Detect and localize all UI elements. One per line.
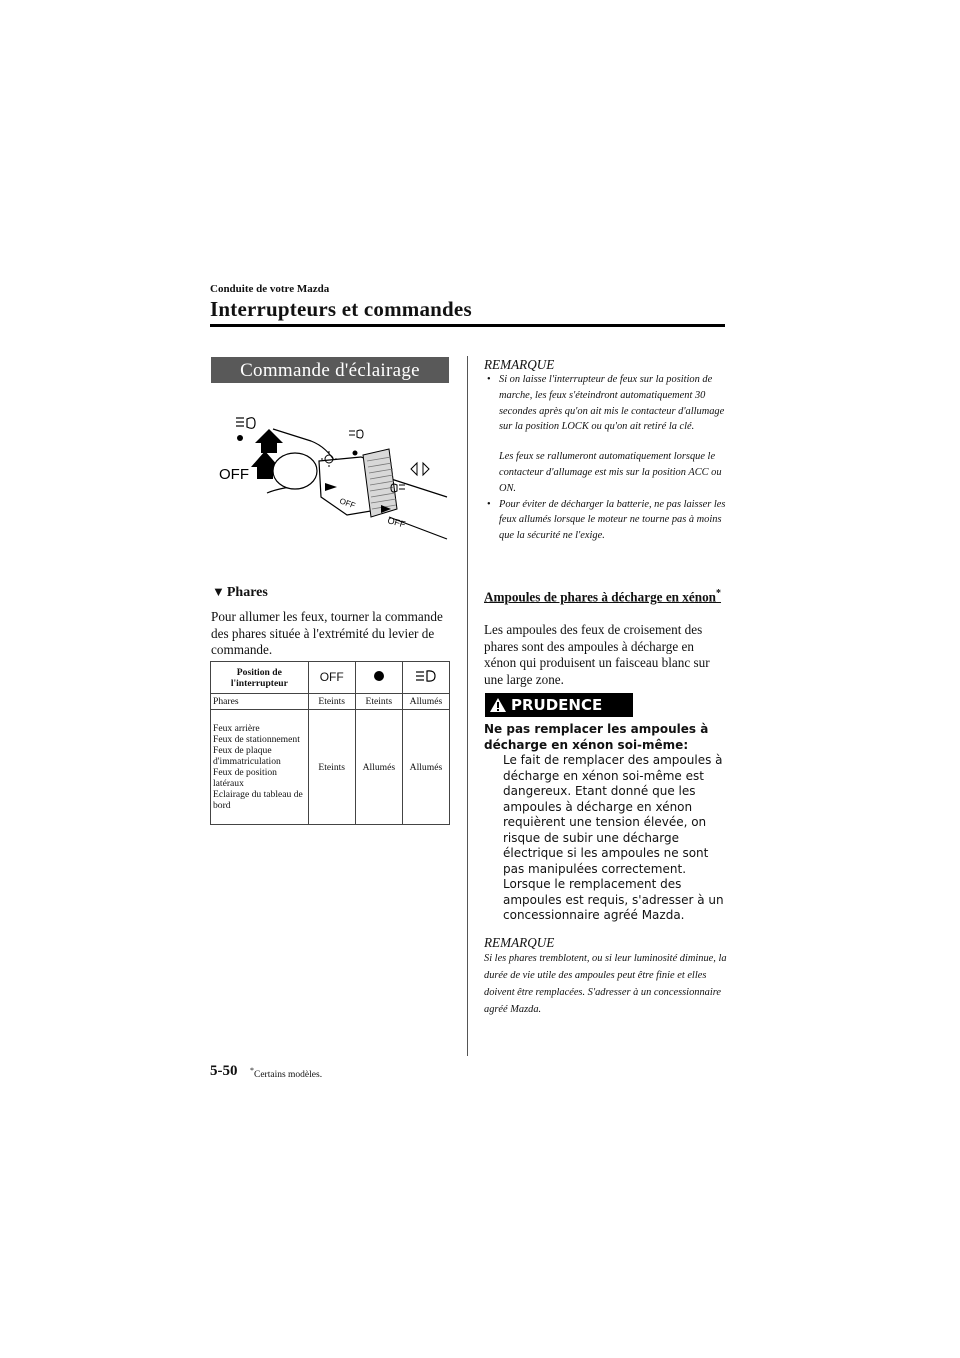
warning-icon bbox=[485, 693, 511, 717]
parking-light-icon bbox=[373, 670, 385, 682]
cell: Allumés bbox=[355, 710, 402, 825]
warning-body: Le fait de remplacer des ampoules à décharge en xénon soi-même est dangereux. Etant donné que les ampoules à décharge en xénon requièrent une tension élevée, on risque de subir une décharge électrique si les ampoules ne sont pas manipulées correctement. Lorsque le remplacement des ampoules est requis, s'adresser à un concessionnaire agréé Mazda. bbox=[503, 753, 724, 922]
table-header-parking bbox=[355, 662, 402, 694]
light-switch-diagram bbox=[211, 405, 449, 565]
phares-heading bbox=[212, 584, 268, 601]
footnote-star: * bbox=[250, 1066, 254, 1075]
section-title: Interrupteurs et commandes bbox=[210, 297, 472, 321]
xenon-paragraph: Les ampoules des feux de croisement des phares sont des ampoules à décharge en xénon qui produisent un faisceau blanc sur une large zone. bbox=[484, 622, 710, 687]
warning-block bbox=[484, 722, 729, 924]
remarque-item-text: Les feux se rallumeront automatiquement lorsque le contacteur d'allumage est mis sur la position ACC ou ON. bbox=[499, 451, 722, 494]
lever bbox=[267, 429, 447, 539]
footnote bbox=[250, 1066, 322, 1080]
remarque-title: REMARQUE bbox=[484, 357, 555, 372]
phares-paragraph: Pour allumer les feux, tourner la commande des phares située à l'extrémité du levier de commande. bbox=[211, 609, 443, 657]
column-divider bbox=[467, 356, 468, 1056]
remarque-item-text: • Pour éviter de décharger la batterie, ne pas laisser les feux allumés lorsque le moteur ne tourne pas à moins que la sécurité ne l'exige. bbox=[499, 498, 726, 542]
remarque-item bbox=[484, 372, 729, 497]
remarque-title: REMARQUE bbox=[484, 935, 555, 950]
model-star: * bbox=[716, 588, 722, 599]
off-label-left: OFF bbox=[219, 466, 249, 483]
headlight-icon bbox=[236, 418, 255, 429]
off-label-ring2: OFF bbox=[386, 515, 407, 530]
xenon-heading bbox=[484, 586, 724, 604]
headlight-icon bbox=[415, 669, 437, 683]
topic-title-bar: Commande d'éclairage bbox=[211, 357, 449, 383]
cell: Eteints bbox=[308, 710, 355, 825]
prudence-label: PRUDENCE bbox=[511, 696, 603, 714]
xenon-heading-text: Ampoules de phares à décharge en xénon bbox=[484, 589, 717, 605]
prudence-badge bbox=[485, 693, 633, 717]
parking-light-icon bbox=[237, 435, 243, 441]
remarque-item-text: • Si on laisse l'interrupteur de feux sur la position de marche, les feux s'éteindront automatiquement 30 secondes après qu'on ait mis le contacteur d'allumage sur la position LOCK ou qu'on ait retiré la clé. bbox=[499, 374, 725, 433]
page-number: 5-50 bbox=[210, 1063, 238, 1079]
footnote-text: Certains modèles. bbox=[254, 1070, 323, 1081]
triangle-bullet-icon: ▼ bbox=[212, 584, 225, 599]
row-label: Phares bbox=[211, 694, 309, 710]
remarque-list bbox=[484, 372, 729, 544]
cell: Allumés bbox=[402, 710, 449, 825]
table-header-row bbox=[211, 662, 450, 694]
chapter-title: Conduite de votre Mazda bbox=[210, 283, 330, 295]
off-label-ring1: OFF bbox=[338, 496, 357, 511]
warning-heading: Ne pas remplacer les ampoules à décharge en xénon soi-même: bbox=[484, 722, 709, 752]
table-header-headlight bbox=[402, 662, 449, 694]
table-header-off bbox=[308, 662, 355, 694]
phares-heading-text: Phares bbox=[226, 585, 268, 600]
header-rule bbox=[210, 324, 725, 327]
turn-signal-icon bbox=[411, 463, 429, 475]
remarque-item bbox=[484, 497, 729, 544]
remarque-paragraph: Si les phares tremblotent, ou si leur luminosité diminue, la durée de vie utile des ampoules peut être finie et elles doivent être remplacées. S'adresser à un concessionnaire agréé Mazda. bbox=[484, 953, 727, 1015]
cell: Allumés bbox=[402, 694, 449, 710]
cell: Eteints bbox=[308, 694, 355, 710]
table-row bbox=[211, 694, 450, 710]
off-symbol: OFF bbox=[319, 669, 344, 684]
table-row bbox=[211, 710, 450, 825]
table-header-label: Position de l'interrupteur bbox=[211, 662, 309, 694]
front-fog-icon bbox=[349, 430, 363, 438]
switch-position-table bbox=[210, 661, 450, 825]
row-label: Feux arrière Feux de stationnement Feux de plaque d'immatriculation Feux de position latéraux Eclairage du tableau de bord bbox=[211, 710, 309, 825]
parking-dot-ring bbox=[353, 451, 358, 456]
cell: Eteints bbox=[355, 694, 402, 710]
